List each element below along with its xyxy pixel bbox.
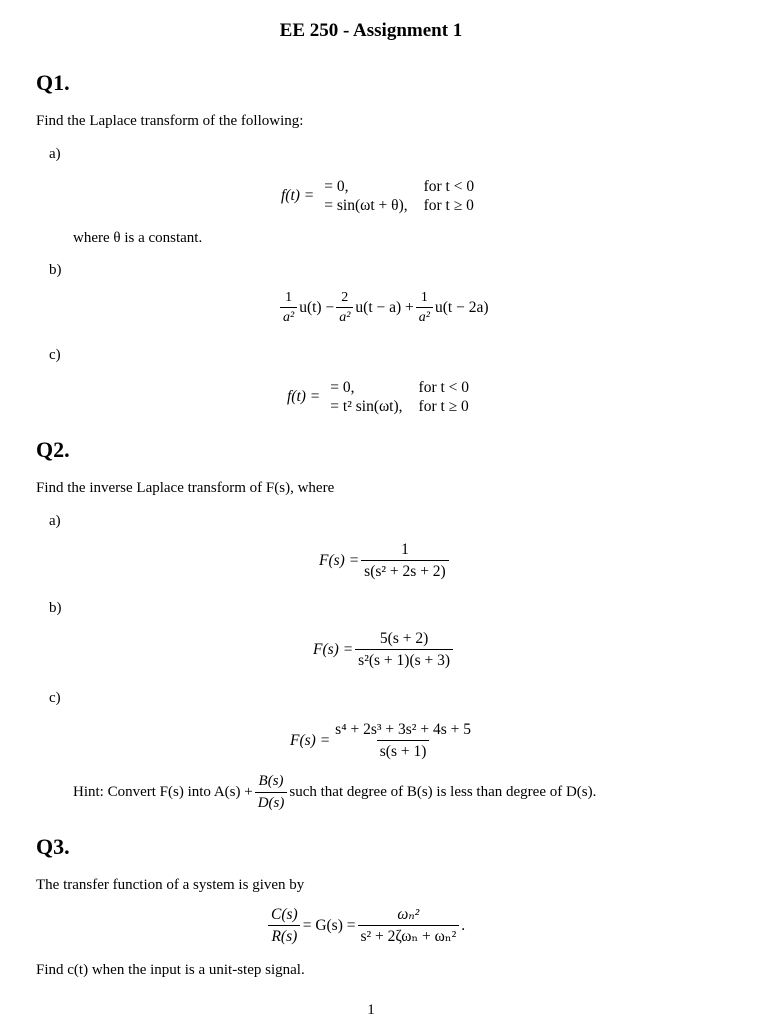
q1c-case2-expr: = t² sin(ωt), xyxy=(330,398,403,416)
q1-part-c-label: c) xyxy=(49,347,61,363)
q3-rhs-den: s² + 2ζωₙ + ωₙ² xyxy=(358,925,460,945)
q3-closing: Find c(t) when the input is a unit-step signal. xyxy=(36,962,305,978)
q1b-frac-3-den: a² xyxy=(416,307,433,325)
q2c-den: s(s + 1) xyxy=(377,740,430,760)
q2a-frac xyxy=(361,541,449,580)
q2-hint-prefix: Hint: Convert F(s) into A(s) + xyxy=(73,783,253,800)
q1-part-a-equation xyxy=(281,177,474,216)
q1b-frac-3-num: 1 xyxy=(420,290,428,305)
q2-hint-num: B(s) xyxy=(258,773,284,789)
q3-intro: The transfer function of a system is given by xyxy=(36,877,305,893)
q3-lhs-frac xyxy=(268,906,301,945)
q2-hint-frac xyxy=(255,773,288,811)
q2a-den: s(s² + 2s + 2) xyxy=(361,560,449,580)
q1b-frac-1-den: a² xyxy=(280,307,297,325)
q3-lhs-num: C(s) xyxy=(271,906,298,923)
q1b-term-1: u(t) − xyxy=(299,298,335,316)
q1b-term-3: u(t − 2a) xyxy=(434,298,489,316)
q1c-lhs: f(t) = xyxy=(287,388,321,406)
q2-intro: Find the inverse Laplace transform of F(s), where xyxy=(36,480,335,496)
q1a-cases xyxy=(324,177,474,216)
q2-part-a-label: a) xyxy=(49,513,61,529)
q2c-lhs: F(s) = xyxy=(290,731,331,749)
q2-part-c-label: c) xyxy=(49,690,61,706)
q1b-term-2: u(t − a) + xyxy=(355,298,414,316)
q2c-num: s⁴ + 2s³ + 3s² + 4s + 5 xyxy=(335,721,471,738)
q3-mid: = G(s) = xyxy=(302,916,356,934)
q1b-frac-3 xyxy=(416,290,433,326)
q2b-den: s²(s + 1)(s + 3) xyxy=(355,649,453,669)
q1-part-c-equation xyxy=(287,378,469,417)
q1b-frac-1-num: 1 xyxy=(285,290,293,305)
q1-part-a-note: where θ is a constant. xyxy=(73,230,203,246)
q1b-frac-2-num: 2 xyxy=(341,290,349,305)
q1-heading: Q1. xyxy=(36,70,70,95)
q1a-case2-expr: = sin(ωt + θ), xyxy=(324,197,408,215)
q2-part-a-equation xyxy=(319,541,451,580)
q2b-lhs: F(s) = xyxy=(313,640,354,658)
q3-rhs-frac xyxy=(358,906,460,945)
q2-hint xyxy=(73,773,596,811)
q1-part-b-equation xyxy=(278,290,489,326)
q2a-lhs: F(s) = xyxy=(319,551,360,569)
q1b-frac-1 xyxy=(280,290,297,326)
q2-hint-suffix: such that degree of B(s) is less than degree of D(s). xyxy=(289,783,597,800)
q3-end: . xyxy=(461,916,466,934)
q1-part-b-label: b) xyxy=(49,262,62,278)
q1c-case2-cond: for t ≥ 0 xyxy=(418,398,469,416)
q3-rhs-num: ωₙ² xyxy=(397,906,420,923)
q3-equation xyxy=(266,906,465,945)
q1-intro: Find the Laplace transform of the following: xyxy=(36,113,304,129)
q2-heading: Q2. xyxy=(36,437,70,462)
q2b-num: 5(s + 2) xyxy=(379,630,429,647)
page-title: EE 250 - Assignment 1 xyxy=(279,20,463,41)
q3-lhs-den: R(s) xyxy=(268,925,300,945)
q2-part-b-label: b) xyxy=(49,600,62,616)
q1c-cases xyxy=(330,378,469,417)
q2-part-b-equation xyxy=(313,630,455,669)
q3-heading: Q3. xyxy=(36,834,70,859)
q2b-frac xyxy=(355,630,453,669)
q1a-case2-cond: for t ≥ 0 xyxy=(423,197,474,215)
q2-part-c-equation xyxy=(290,721,476,760)
q1a-case1-expr: = 0, xyxy=(324,178,349,195)
q1a-case1-cond: for t < 0 xyxy=(423,178,475,195)
q1-part-a-label: a) xyxy=(49,146,61,162)
q1c-case1-expr: = 0, xyxy=(330,379,355,396)
q1b-frac-2 xyxy=(336,290,353,326)
q1a-lhs: f(t) = xyxy=(281,187,315,205)
q1c-case1-cond: for t < 0 xyxy=(418,379,470,396)
q2-hint-den: D(s) xyxy=(255,792,288,812)
q1b-frac-2-den: a² xyxy=(336,307,353,325)
q2a-num: 1 xyxy=(401,541,409,558)
q2c-frac xyxy=(332,721,474,760)
page-number: 1 xyxy=(367,1002,375,1018)
